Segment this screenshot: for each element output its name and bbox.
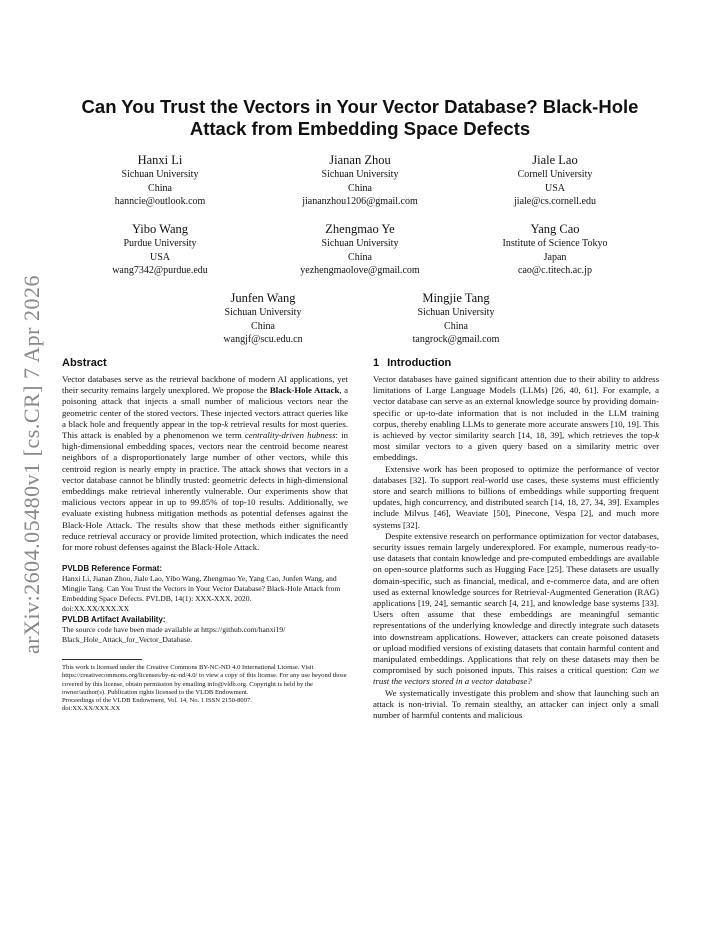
author-block — [455, 221, 655, 278]
author-affiliation: Institute of Science Tokyo — [502, 238, 608, 249]
artifact-heading: PVLDB Artifact Availability: — [62, 615, 166, 625]
author-email[interactable]: cao@c.titech.ac.jp — [518, 265, 592, 276]
author-name: Yibo Wang — [131, 222, 189, 236]
author-block — [260, 221, 460, 278]
critical-question: Can we trust the vectors stored in a vector database? — [373, 665, 660, 687]
author-email[interactable]: jiale@cs.cornell.edu — [514, 196, 596, 207]
author-block — [60, 152, 260, 209]
author-country: China — [348, 182, 372, 194]
arxiv-id: arXiv:2604.05480v1 [cs.CR] 7 Apr 2026 — [19, 275, 44, 655]
author-affiliation: Cornell University — [517, 169, 593, 180]
author-block — [163, 290, 363, 347]
intro-paragraph: We systematically investigate this problem and show that launching such an attack is non-trivial. To remain stealthy, an attacker can inject only a small number of harmful contents and malicious — [373, 687, 659, 721]
author-name: Jiale Lao — [532, 153, 578, 167]
ref-format-doi: doi:XX.XX/XXX.XX — [62, 604, 130, 614]
author-affiliation: Sichuan University — [121, 169, 199, 180]
author-affiliation: Sichuan University — [417, 307, 495, 318]
author-affiliation: Sichuan University — [321, 169, 399, 180]
paper-title: Can You Trust the Vectors in Your Vector Database? Black-Hole Attack from Embedding Space Defects — [81, 96, 639, 139]
artifact-text[interactable]: The source code have been made available at https://github.com/hanxi19/ Black_Hole_Attack_for_Vector_Database. — [62, 625, 286, 645]
author-name: Mingjie Tang — [422, 291, 490, 305]
author-name: Hanxi Li — [137, 153, 183, 167]
author-block — [60, 221, 260, 278]
attack-name: Black-Hole Attack — [269, 385, 340, 396]
author-block — [356, 290, 556, 347]
author-country: China — [444, 320, 468, 332]
license-text: This work is licensed under the Creative Commons BY-NC-ND 4.0 International License. Visit https://creativecommons.org/licenses/by-nc-nd/4.0/ to view a copy of this license. For any use beyond those covered by this license, obtain permission by emailing info@vldb.org. Copyright is held by the owner/author(s). Publication rights licensed to the VLDB Endowment. — [62, 664, 347, 696]
abstract-heading: Abstract — [62, 357, 107, 369]
author-country: USA — [544, 182, 565, 194]
proceedings-text: Proceedings of the VLDB Endowment, Vol. 14, No. 1 ISSN 2150-8097. — [62, 697, 252, 705]
author-name: Zhengmao Ye — [325, 222, 395, 236]
author-affiliation: Sichuan University — [224, 307, 302, 318]
author-email[interactable]: wang7342@purdue.edu — [112, 265, 208, 276]
author-country: USA — [149, 251, 170, 263]
right-column — [373, 356, 659, 721]
author-block — [455, 152, 655, 209]
author-country: China — [348, 251, 372, 263]
arxiv-sidebar-stamp — [12, 265, 52, 665]
author-email[interactable]: hanncie@outlook.com — [114, 196, 206, 207]
author-email[interactable]: yezhengmaolove@gmail.com — [300, 265, 420, 276]
intro-heading: 1 Introduction — [373, 357, 452, 369]
abstract-text: Vector databases serve as the retrieval backbone of modern AI applications, yet their security remains largely unexplored. We propose the Black-Hole Attack, a poisoning attack that injects a small number of malicious vectors near the geometric center of the stored vectors. These injected vectors attract queries like a black hole and frequently appear in the top-k retrieval results for most queries. This attack is enabled by a phenomenon we term centrality-driven hubness: in high-dimensional embedding spaces, vectors near the centroid become nearest neighbors of a disproportionately large number of other vectors, while this centroid region is nearly empty in practice. The attack shows that vectors in a vector database cannot be blindly trusted: geometric defects in high-dimensional embeddings make retrieval inherently vulnerable. Our experiments show that malicious vectors appear in up to 99.85% of top-10 results. Additionally, we evaluate existing hubness mitigation methods as potential defenses against the Black-Hole Attack. The results show that these methods either significantly reduce retrieval accuracy or provide limited protection, which indicates the need for more robust defenses against the Black-Hole Attack. — [62, 374, 349, 553]
author-name: Yang Cao — [530, 222, 580, 236]
author-country: China — [251, 320, 275, 332]
author-affiliation: Sichuan University — [321, 238, 399, 249]
author-affiliation: Purdue University — [123, 238, 197, 249]
term-centrality-hubness: centrality-driven hubness — [244, 430, 336, 441]
left-column — [62, 356, 348, 713]
author-email[interactable]: jiananzhou1206@gmail.com — [302, 196, 418, 207]
footnote-divider — [62, 659, 142, 660]
intro-paragraph: Despite extensive research on performance optimization for vector databases, security issues remain largely underexplored. For example, numerous ready-to-use datasets that contain knowledge and pre-computed embeddings are available on open-source platforms such as Hugging Face [25]. These datasets are usually domain-specific, such as financial, medical, and e-commerce data, and are often used as external knowledge sources for Retrieval-Augmented Generation (RAG) applications [19, 24], semantic search [4, 21], and knowledge base systems [33]. Users often assume that these embeddings are meaningful semantic representations of the underlying knowledge and directly integrate such datasets into downstream applications. However, attackers can create poisoned datasets or upload modified versions of existing datasets that contain harmful content and manipulated embeddings. Applications that rely on these datasets may then be compromised by such poisoned inputs. This raises a critical question: Can we trust the vectors stored in a vector database? — [373, 530, 660, 687]
author-email[interactable]: wangjf@scu.edu.cn — [223, 334, 303, 345]
ref-format-text: Hanxi Li, Jianan Zhou, Jiale Lao, Yibo Wang, Zhengmao Ye, Yang Cao, Junfen Wang, and Mingjie Tang. Can You Trust the Vectors in Your Vector Database? Black-Hole Attack from Embedding Space Defects. PVLDB, 14(1): XXX-XXX, 2020. — [62, 574, 341, 604]
author-country: Japan — [543, 251, 567, 263]
intro-paragraph: Vector databases have gained significant attention due to their ability to address limitations of Large Language Models (LLMs) [26, 40, 61]. For example, a vector database can serve as an external knowledge source by providing domain-specific or up-to-date information that is not included in the LLM training corpus, thereby enabling LLMs to generate more accurate answers [10, 19]. This is achieved by vector similarity search [14, 18, 39], which retrieves the top-k most similar vectors to a given query based on a similarity metric over embeddings. — [373, 374, 659, 463]
license-doi: doi:XX.XX/XXX.XX — [62, 705, 121, 713]
intro-paragraph: Extensive work has been proposed to optimize the performance of vector databases [32]. To support real-world use cases, these systems must efficiently store and search millions to billions of embeddings while supporting frequent updates, high concurrency, and distributed search [14, 18, 27, 34, 39]. Examples include Milvus [46], Weaviate [50], Pinecone, Vespa [2], and much more systems [32]. — [373, 463, 659, 530]
author-name: Junfen Wang — [230, 291, 296, 305]
author-country: China — [148, 182, 172, 194]
author-block — [260, 152, 460, 209]
author-email[interactable]: tangrock@gmail.com — [412, 334, 500, 345]
ref-format-heading: PVLDB Reference Format: — [62, 564, 163, 574]
author-name: Jianan Zhou — [329, 153, 391, 167]
